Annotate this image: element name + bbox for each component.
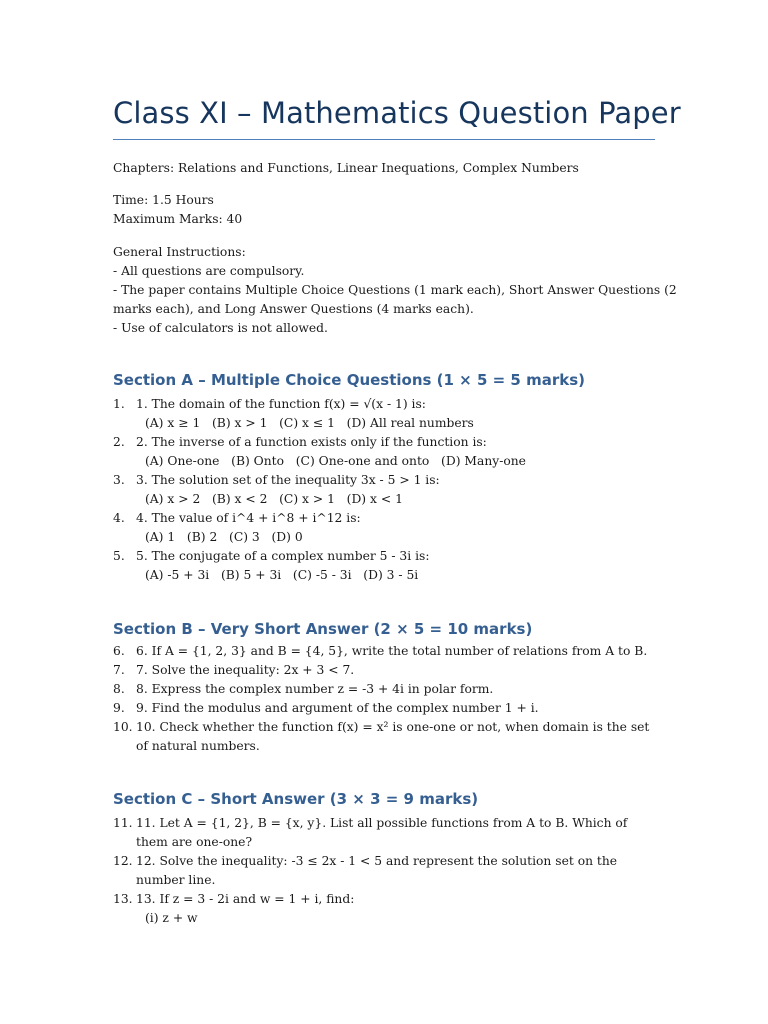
question-text: 10. Check whether the function f(x) = x² is one-one or not, when domain is the set of natural numbers. (136, 720, 654, 753)
question-item (113, 471, 658, 509)
question-options: (i) z + w (145, 911, 198, 925)
question-item (113, 395, 658, 433)
document-title: Class XI – Mathematics Question Paper (113, 96, 681, 130)
question-item (113, 814, 658, 852)
question-number: 12. (113, 854, 133, 868)
question-item (113, 680, 658, 699)
chapters-line (113, 159, 658, 178)
section-a-questions (113, 395, 658, 585)
question-item (113, 642, 658, 661)
max-marks-text: Maximum Marks: 40 (113, 212, 243, 226)
question-number: 9. (113, 701, 125, 715)
question-number: 6. (113, 644, 125, 658)
question-number: 1. (113, 397, 125, 411)
question-item (113, 890, 658, 928)
question-item (113, 547, 658, 585)
section-b-questions (113, 642, 658, 756)
question-number: 4. (113, 511, 125, 525)
instruction-line: - The paper contains Multiple Choice Questions (1 mark each), Short Answer Questions (2 (113, 283, 677, 297)
question-number: 7. (113, 663, 125, 677)
question-options: (A) One-one (B) Onto (C) One-one and onto (D) Many-one (145, 454, 526, 468)
question-number: 10. (113, 720, 133, 734)
question-text: 9. Find the modulus and argument of the complex number 1 + i. (136, 701, 539, 715)
question-text: 8. Express the complex number z = -3 + 4i in polar form. (136, 682, 494, 696)
question-item (113, 661, 658, 680)
instruction-line: - Use of calculators is not allowed. (113, 321, 328, 335)
question-item (113, 433, 658, 471)
question-number: 5. (113, 549, 125, 563)
instruction-line: - All questions are compulsory. (113, 264, 305, 278)
time-text: Time: 1.5 Hours (113, 193, 214, 207)
question-text: 12. Solve the inequality: -3 ≤ 2x - 1 < 5 and represent the solution set on the number line. (136, 854, 621, 887)
instruction-line: marks each), and Long Answer Questions (4 marks each). (113, 302, 474, 316)
instructions-heading: General Instructions: (113, 245, 246, 259)
question-options: (A) x > 2 (B) x < 2 (C) x > 1 (D) x < 1 (145, 492, 403, 506)
question-number: 3. (113, 473, 125, 487)
question-options: (A) x ≥ 1 (B) x > 1 (C) x ≤ 1 (D) All real numbers (145, 416, 474, 430)
question-text: 5. The conjugate of a complex number 5 - 3i is: (136, 549, 430, 563)
section-c-questions (113, 814, 658, 928)
question-text: 13. If z = 3 - 2i and w = 1 + i, find: (136, 892, 355, 906)
question-text: 4. The value of i^4 + i^8 + i^12 is: (136, 511, 361, 525)
chapters-text: Chapters: Relations and Functions, Linear Inequations, Complex Numbers (113, 161, 579, 175)
question-text: 2. The inverse of a function exists only if the function is: (136, 435, 487, 449)
section-a-heading: Section A – Multiple Choice Questions (1 × 5 = 5 marks) (113, 371, 585, 389)
section-b-heading: Section B – Very Short Answer (2 × 5 = 10 marks) (113, 620, 533, 638)
exam-meta (113, 191, 658, 229)
question-number: 13. (113, 892, 133, 906)
question-text: 3. The solution set of the inequality 3x - 5 > 1 is: (136, 473, 440, 487)
question-text: 1. The domain of the function f(x) = √(x - 1) is: (136, 397, 426, 411)
question-text: 6. If A = {1, 2, 3} and B = {4, 5}, write the total number of relations from A to B. (136, 644, 648, 658)
question-item (113, 509, 658, 547)
question-number: 11. (113, 816, 133, 830)
general-instructions (113, 243, 677, 338)
question-options: (A) -5 + 3i (B) 5 + 3i (C) -5 - 3i (D) 3 - 5i (145, 568, 419, 582)
question-text: 7. Solve the inequality: 2x + 3 < 7. (136, 663, 355, 677)
title-underline (113, 139, 655, 140)
question-item (113, 699, 658, 718)
section-c-heading: Section C – Short Answer (3 × 3 = 9 marks) (113, 790, 479, 808)
question-number: 8. (113, 682, 125, 696)
question-number: 2. (113, 435, 125, 449)
question-text: 11. Let A = {1, 2}, B = {x, y}. List all possible functions from A to B. Which of them are one-one? (136, 816, 632, 849)
question-options: (A) 1 (B) 2 (C) 3 (D) 0 (145, 530, 303, 544)
question-item (113, 718, 658, 756)
question-item (113, 852, 658, 890)
